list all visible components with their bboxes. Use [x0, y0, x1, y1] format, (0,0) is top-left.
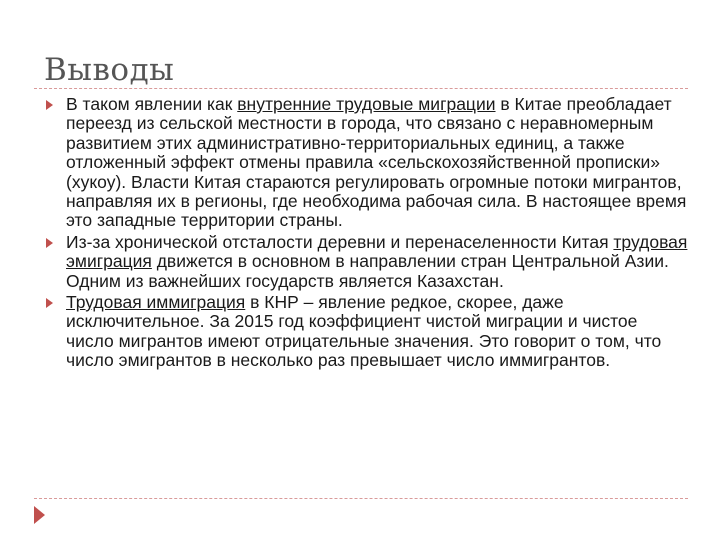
bullet-text-after: движется в основном в направлении стран Центральной Азии. Одним из важнейших государств является Казахстан. [66, 251, 669, 291]
footer-divider [34, 498, 688, 499]
bullet-link-internal-migration[interactable]: внутренние трудовые миграции [237, 94, 496, 114]
bullet-list [40, 95, 690, 373]
triangle-bullet-icon [46, 298, 53, 308]
bullet-item-3 [40, 293, 690, 371]
bullet-text-after: в КНР – явление редкое, скорее, даже исключительное. За 2015 год коэффициент чистой миграции и чистое число мигрантов имеют отрицательные значения. Это говорит о том, что число эмигрантов в несколько раз превышает число иммигрантов. [66, 292, 662, 371]
bullet-text-after: в Китае преобладает переезд из сельской местности в города, что связано с неравномерным развитием этих административно-территориальных единиц, а также отложенный эффект отмены правила «сельскохозяйственной прописки» (хукоу). Власти Китая стараются регулировать огромные потоки мигрантов, направляя их в регионы, где необходима рабочая сила. В настоящее время это западные территории страны. [66, 94, 687, 231]
bullet-text-before: В таком явлении как [66, 94, 238, 114]
bullet-item-2 [40, 233, 690, 291]
title-divider [34, 88, 688, 89]
bullet-text-before: Из-за хронической отсталости деревни и перенаселенности Китая [66, 231, 614, 252]
bullet-link-labor-emigration[interactable]: трудовая эмиграция [66, 231, 688, 272]
bullet-item-1 [40, 95, 690, 231]
triangle-bullet-icon [46, 100, 53, 110]
triangle-bullet-icon [46, 238, 53, 248]
bullet-link-labor-immigration[interactable]: Трудовая иммиграция [66, 292, 246, 313]
slide-title: Выводы [44, 52, 175, 88]
corner-arrow-icon [34, 506, 45, 524]
